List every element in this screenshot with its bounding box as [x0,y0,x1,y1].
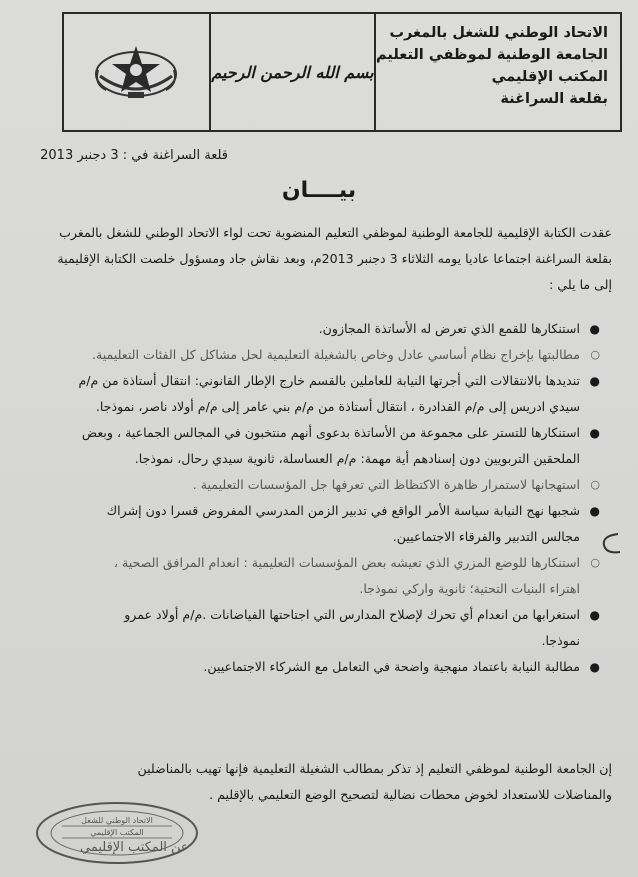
intro-paragraph [22,220,612,298]
intro-line: إلى ما يلي : [549,277,612,292]
basmala: بسم الله الرحمن الرحيم [211,62,374,82]
resolution-line: اهتراء البنيات التحتية؛ ثانوية واركي نموذجا. [359,581,580,596]
resolution-item [22,342,612,368]
resolution-line: استنكارها للقمع الذي تعرض له الأساتذة المجازون. [318,321,580,336]
document-title: بيــــان [281,178,357,203]
resolution-item [22,602,612,654]
union-logo [64,14,211,130]
svg-text:المكتب الإقليمي: المكتب الإقليمي [90,828,144,837]
svg-text:الاتحاد الوطني للشغل: الاتحاد الوطني للشغل [81,816,153,825]
resolution-item [22,472,612,498]
bullet-icon: ● [589,660,600,674]
resolution-line: مجالس التدبير والفرقاء الاجتماعيين. [392,529,580,544]
intro-line: عقدت الكتابة الإقليمية للجامعة الوطنية لموظفي التعليم المنضوية تحت لواء الاتحاد الوطني للشغل بالمغرب [59,225,612,240]
bullet-icon: ● [589,504,600,518]
resolution-line: مطالبتها بإخراج نظام أساسي عادل وخاص بالشغيلة التعليمية لحل مشاكل كل الفئات التعليمية. [91,347,580,362]
resolution-item [22,654,612,680]
bullet-icon: ● [589,426,600,440]
intro-line: بقلعة السراغنة اجتماعا عاديا يومه الثلاثاء 3 دجنبر 2013م، وبعد نقاش جاد ومسؤول خلصت الكتابة الإقليمية [57,251,612,266]
bullet-icon: ● [589,608,600,622]
org-line-office: المكتب الإقليمي [491,69,608,85]
resolution-line: نموذجا. [541,633,580,648]
hollow-bullet-icon: ○ [590,556,600,569]
resolution-line: استهجانها لاستمرار ظاهرة الاكتظاظ التي تعرفها جل المؤسسات التعليمية . [192,477,580,492]
resolution-line: تنديدها بالانتقالات التي أجرتها النيابة للعاملين بالقسم خارج الإطار القانوني: انتقال أستاذة من م/م [78,373,580,388]
office-stamp [32,798,202,872]
resolution-item [22,420,612,472]
resolution-item [22,316,612,342]
basmala-cell [211,14,376,130]
resolution-line: استغرابها من انعدام أي تحرك لإصلاح المدارس التي اجتاحتها الفياضانات .م/م أولاد عمرو [124,607,580,622]
union-emblem-icon [76,32,196,112]
signature-line: عن المكتب الإقليمي [80,840,189,855]
resolution-line: استنكارها للتستر على مجموعة من الأساتذة بدعوى أنهم منتخبون في المجالس الجماعية ، وبعض [81,425,580,440]
resolution-item [22,550,612,602]
organization-block [376,14,620,130]
resolution-line: مطالبة النيابة باعتماد منهجية واضحة في التعامل مع الشركاء الاجتماعيين. [203,659,580,674]
handwritten-margin-mark [596,530,626,564]
resolutions-list [22,316,612,680]
closing-line: إن الجامعة الوطنية لموظفي التعليم إذ تذكر بمطالب الشغيلة التعليمية فإنها تهيب بالمناضلين [137,761,612,776]
resolution-line: الملحقين التربويين دون إسنادهم أية مهمة: م/م العساسلة، ثانوية سيدي رحال، نموذجا. [134,451,580,466]
resolution-line: سيدي ادريس إلى م/م القدادرة ، انتقال أستاذة من م/م بني عامر إلى م/م أولاد ناصر، نموذجا. [95,399,580,414]
stamp-seal-icon [32,798,202,868]
hollow-bullet-icon: ○ [590,348,600,361]
org-line-federation: الجامعة الوطنية لموظفي التعليم [376,47,608,63]
closing-line: والمناضلات للاستعداد لخوض محطات نضالية لتصحيح الوضع التعليمي بالإقليم . [209,787,612,802]
document-date: قلعة السراغنة في : 3 دجنبر 2013 [40,148,228,163]
resolution-item [22,368,612,420]
org-line-union: الاتحاد الوطني للشغل بالمغرب [389,25,608,41]
resolution-line: استنكارها للوضع المزري الذي تعيشه بعض المؤسسات التعليمية : انعدام المرافق الصحية ، [113,555,580,570]
letterhead [62,12,622,132]
resolution-line: شجبها نهج النيابة سياسة الأمر الواقع في تدبير الزمن المدرسي المفروض قسرا دون إشراك [106,503,580,518]
hollow-bullet-icon: ○ [590,478,600,491]
resolution-item [22,498,612,550]
bullet-icon: ● [589,322,600,336]
bullet-icon: ● [589,374,600,388]
margin-bracket-icon [596,530,626,560]
org-line-city: بقلعة السراغنة [500,91,608,107]
